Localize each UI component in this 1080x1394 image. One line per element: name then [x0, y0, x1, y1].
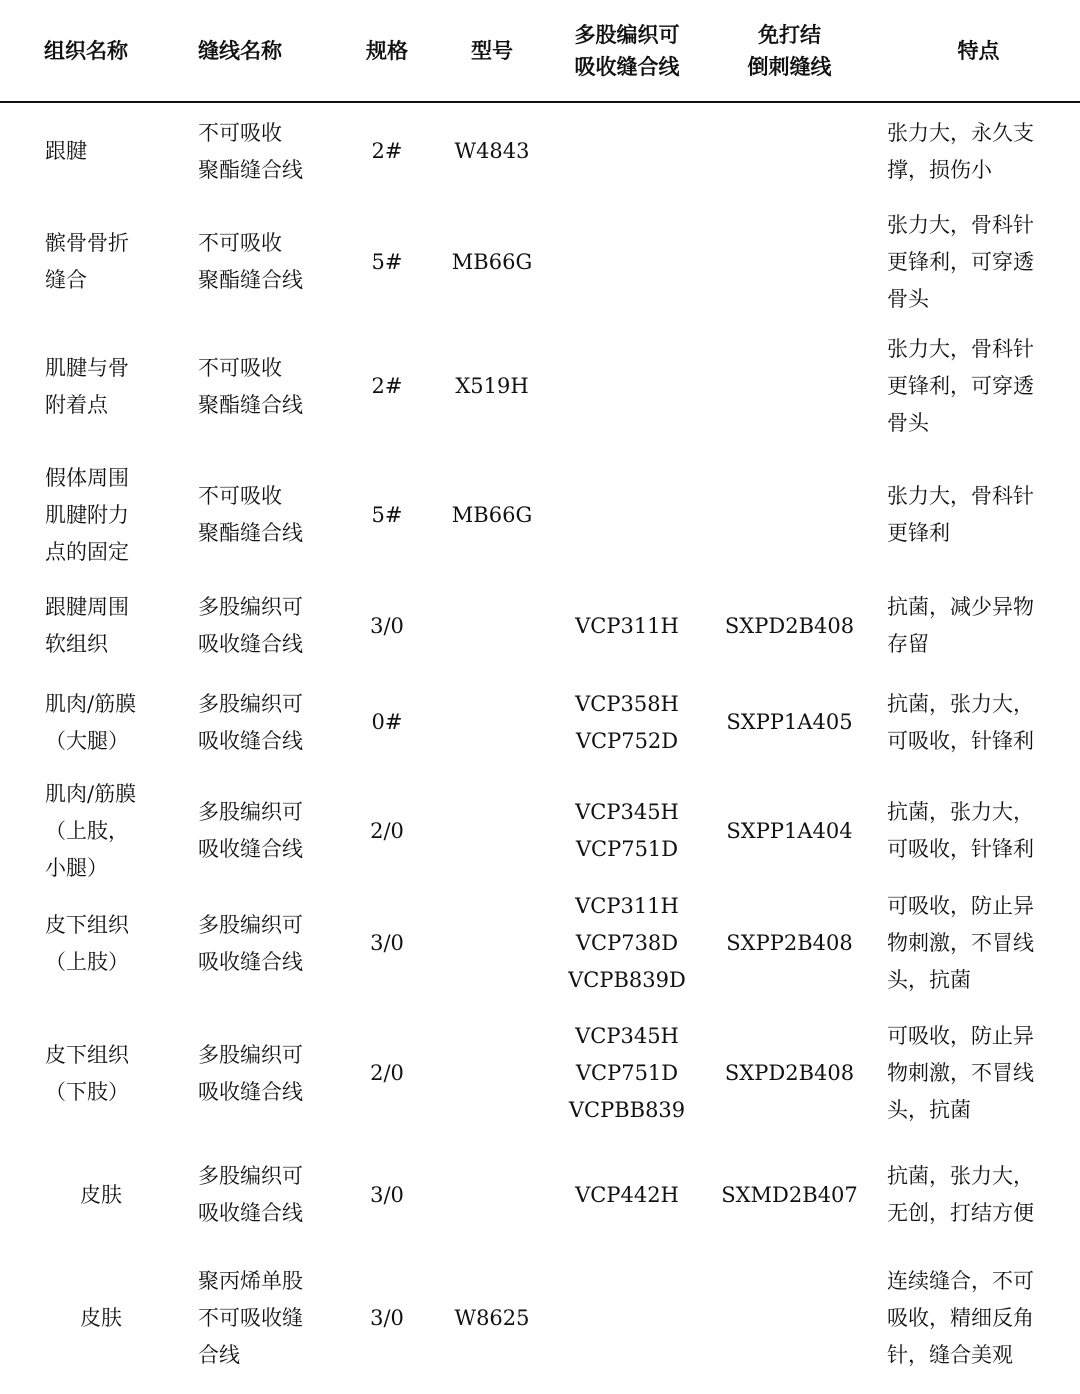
cell-features: 可吸收，防止异 物刺激，不冒线 头，抗菌: [887, 894, 1034, 992]
header-tissue: 组织名称: [0, 0, 182, 102]
header-features: 特点: [877, 0, 1080, 102]
table-row: [0, 1242, 1080, 1394]
cell-multi-braided: [552, 449, 702, 581]
cell-suture-name: 不可吸收 聚酯缝合线: [198, 120, 303, 182]
header-suture-name: 缝线名称: [182, 0, 342, 102]
cell-tissue: 皮肤: [80, 1182, 122, 1207]
table-row: [0, 200, 1080, 324]
cell-features: 抗菌，减少异物 存留: [887, 595, 1034, 656]
cell-features: 抗菌，张力大， 无创，打结方便: [887, 1164, 1034, 1225]
cell-model: [432, 999, 552, 1148]
cell-multi-braided: VCP442H: [575, 1182, 679, 1207]
cell-knotless-barbed: [702, 1242, 877, 1394]
table-row: [0, 324, 1080, 449]
table-row: [0, 102, 1080, 200]
cell-spec: 3/0: [370, 1182, 404, 1207]
cell-model: W4843: [454, 139, 530, 163]
cell-multi-braided: VCP345H VCP751D: [575, 800, 679, 861]
header-multi-braided: 多股编织可 吸收缝合线: [552, 0, 702, 102]
cell-knotless-barbed: SXPP1A405: [726, 710, 853, 734]
header-row: [0, 0, 1080, 102]
table-row: [0, 671, 1080, 774]
cell-features: 张力大，骨科针 更锋利，可穿透 骨头: [887, 212, 1034, 311]
cell-tissue: 假体周围 肌腱附力 点的固定: [45, 465, 129, 564]
table-row: [0, 581, 1080, 671]
cell-knotless-barbed: SXPD2B408: [724, 1061, 855, 1085]
cell-spec: 2/0: [370, 818, 404, 843]
cell-suture-name: 多股编织可 吸收缝合线: [198, 691, 303, 753]
cell-tissue: 跟腱: [45, 139, 87, 163]
cell-model: [432, 581, 552, 671]
cell-features: 可吸收，防止异 物刺激，不冒线 头，抗菌: [887, 1024, 1034, 1122]
cell-model: [432, 671, 552, 774]
cell-knotless-barbed: SXPP1A404: [726, 818, 853, 843]
header-spec: 规格: [342, 0, 432, 102]
cell-tissue: 肌腱与骨 附着点: [45, 355, 129, 417]
cell-multi-braided: [552, 102, 702, 200]
cell-model: W8625: [454, 1305, 530, 1330]
cell-suture-name: 不可吸收 聚酯缝合线: [198, 484, 303, 545]
cell-features: 张力大，骨科针 更锋利，可穿透 骨头: [887, 337, 1034, 435]
cell-suture-name: 多股编织可 吸收缝合线: [198, 800, 303, 861]
cell-model: [432, 888, 552, 999]
cell-spec: 3/0: [370, 931, 404, 955]
cell-model: [432, 774, 552, 888]
cell-knotless-barbed: SXMD2B407: [721, 1182, 858, 1207]
cell-tissue: 肌肉/筋膜 （大腿）: [45, 691, 137, 753]
cell-suture-name: 聚丙烯单股 不可吸收缝 合线: [198, 1268, 303, 1367]
table-row: [0, 449, 1080, 581]
cell-multi-braided: VCP311H: [575, 613, 679, 638]
cell-spec: 3/0: [370, 1305, 404, 1330]
cell-knotless-barbed: SXPD2B408: [724, 613, 855, 638]
cell-suture-name: 多股编织可 吸收缝合线: [198, 595, 303, 656]
cell-features: 抗菌，张力大， 可吸收，针锋利: [887, 691, 1034, 753]
cell-suture-name: 不可吸收 聚酯缝合线: [198, 231, 303, 292]
cell-features: 张力大，骨科针 更锋利: [887, 484, 1034, 545]
cell-spec: 2#: [371, 139, 403, 163]
cell-tissue: 皮下组织 （下肢）: [45, 1042, 129, 1104]
cell-spec: 0#: [371, 710, 403, 734]
cell-suture-name: 多股编织可 吸收缝合线: [198, 1164, 303, 1225]
cell-spec: 3/0: [370, 613, 404, 638]
cell-multi-braided: VCP358H VCP752D: [575, 691, 679, 753]
cell-knotless-barbed: [702, 200, 877, 324]
cell-knotless-barbed: SXPP2B408: [726, 931, 853, 955]
cell-tissue: 髌骨骨折 缝合: [45, 231, 129, 292]
table-row: [0, 888, 1080, 999]
cell-tissue: 皮肤: [80, 1305, 122, 1330]
table-row: [0, 774, 1080, 888]
cell-multi-braided: VCP345H VCP751D VCPBB839: [568, 1024, 686, 1122]
cell-multi-braided: [552, 324, 702, 449]
cell-multi-braided: [552, 200, 702, 324]
cell-suture-name: 不可吸收 聚酯缝合线: [198, 355, 303, 417]
cell-model: MB66G: [451, 249, 533, 274]
cell-spec: 2#: [371, 374, 403, 398]
cell-knotless-barbed: [702, 449, 877, 581]
cell-tissue: 皮下组织 （上肢）: [45, 912, 129, 974]
cell-features: 张力大，永久支 撑，损伤小: [887, 120, 1034, 182]
table-row: [0, 1148, 1080, 1242]
cell-knotless-barbed: [702, 324, 877, 449]
cell-multi-braided: [552, 1242, 702, 1394]
cell-tissue: 跟腱周围 软组织: [45, 595, 129, 656]
cell-suture-name: 多股编织可 吸收缝合线: [198, 912, 303, 974]
cell-features: 抗菌，张力大， 可吸收，针锋利: [887, 800, 1034, 861]
header-model: 型号: [432, 0, 552, 102]
cell-model: [432, 1148, 552, 1242]
cell-features: 连续缝合，不可 吸收，精细反角 针，缝合美观: [887, 1268, 1034, 1367]
cell-knotless-barbed: [702, 102, 877, 200]
cell-model: X519H: [455, 374, 529, 398]
cell-spec: 2/0: [370, 1061, 404, 1085]
cell-multi-braided: VCP311H VCP738D VCPB839D: [568, 894, 686, 992]
table-row: [0, 999, 1080, 1148]
cell-tissue: 肌肉/筋膜 （上肢， 小腿）: [45, 781, 137, 880]
header-knotless-barbed: 免打结 倒刺缝线: [702, 0, 877, 102]
cell-suture-name: 多股编织可 吸收缝合线: [198, 1042, 303, 1104]
cell-spec: 5#: [371, 249, 403, 274]
cell-spec: 5#: [371, 502, 403, 527]
cell-model: MB66G: [451, 502, 533, 527]
